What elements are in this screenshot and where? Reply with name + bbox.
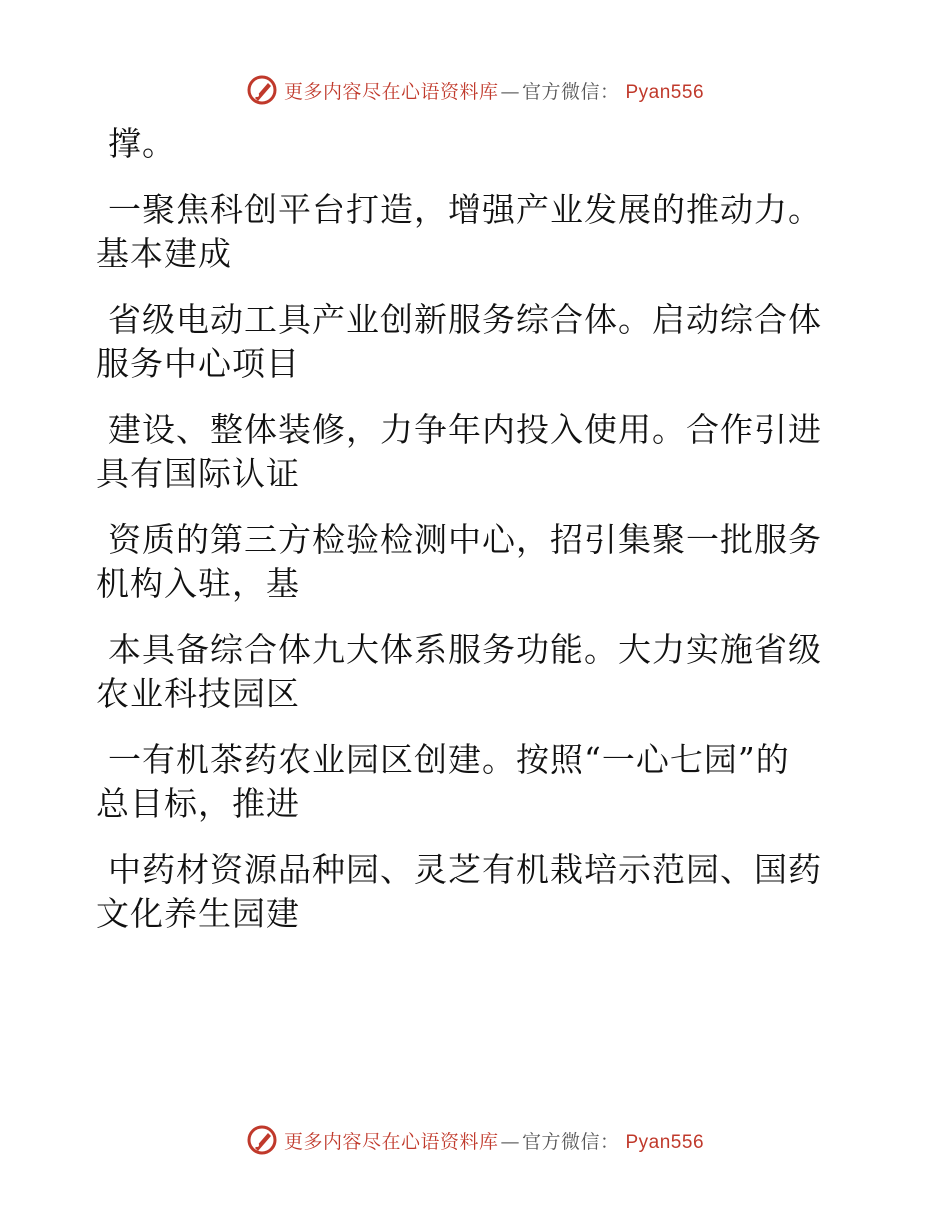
pen-logo-icon [246,74,278,106]
header-banner-text [284,77,704,104]
document-body [96,122,836,958]
footer-watermark-banner [0,1120,950,1160]
header-watermark-banner [0,70,950,110]
header-wechat-handle: Pyan556 [625,81,705,103]
paragraph-line: 撑。 [108,124,176,163]
paragraph-line: 省级电动工具产业创新服务综合体。启动综合体 [108,300,822,339]
paragraph-line: 一有机茶药农业园区创建。按照“一心七园”的 [108,740,790,779]
paragraph-line: 一聚焦科创平台打造，增强产业发展的推动力。 [108,190,822,229]
paragraph-line: 资质的第三方检验检测中心，招引集聚一批服务 [108,520,822,559]
paragraph [96,122,836,166]
paragraph-line: 文化养生园建 [96,894,300,933]
header-wechat-label: 官方微信： [521,80,620,103]
paragraph [96,518,836,606]
paragraph [96,408,836,496]
paragraph [96,738,836,826]
paragraph-line: 具有国际认证 [96,454,300,493]
footer-separator: — [500,1130,520,1153]
paragraph [96,628,836,716]
header-separator: — [500,80,520,103]
paragraph [96,188,836,276]
paragraph-line: 服务中心项目 [96,344,300,383]
footer-banner-text [284,1127,704,1154]
paragraph-line: 本具备综合体九大体系服务功能。大力实施省级 [108,630,822,669]
header-brand-text: 更多内容尽在心语资料库 [283,80,499,103]
footer-wechat-label: 官方微信： [521,1130,620,1153]
paragraph-line: 建设、整体装修，力争年内投入使用。合作引进 [108,410,822,449]
paragraph-line: 总目标，推进 [96,784,300,823]
paragraph-line: 农业科技园区 [96,674,300,713]
paragraph [96,298,836,386]
pen-logo-icon [246,1124,278,1156]
footer-brand-text: 更多内容尽在心语资料库 [283,1130,499,1153]
paragraph [96,848,836,936]
paragraph-line: 基本建成 [96,234,232,273]
footer-wechat-handle: Pyan556 [625,1131,705,1153]
paragraph-line: 机构入驻，基 [96,564,300,603]
paragraph-line: 中药材资源品种园、灵芝有机栽培示范园、国药 [108,850,822,889]
